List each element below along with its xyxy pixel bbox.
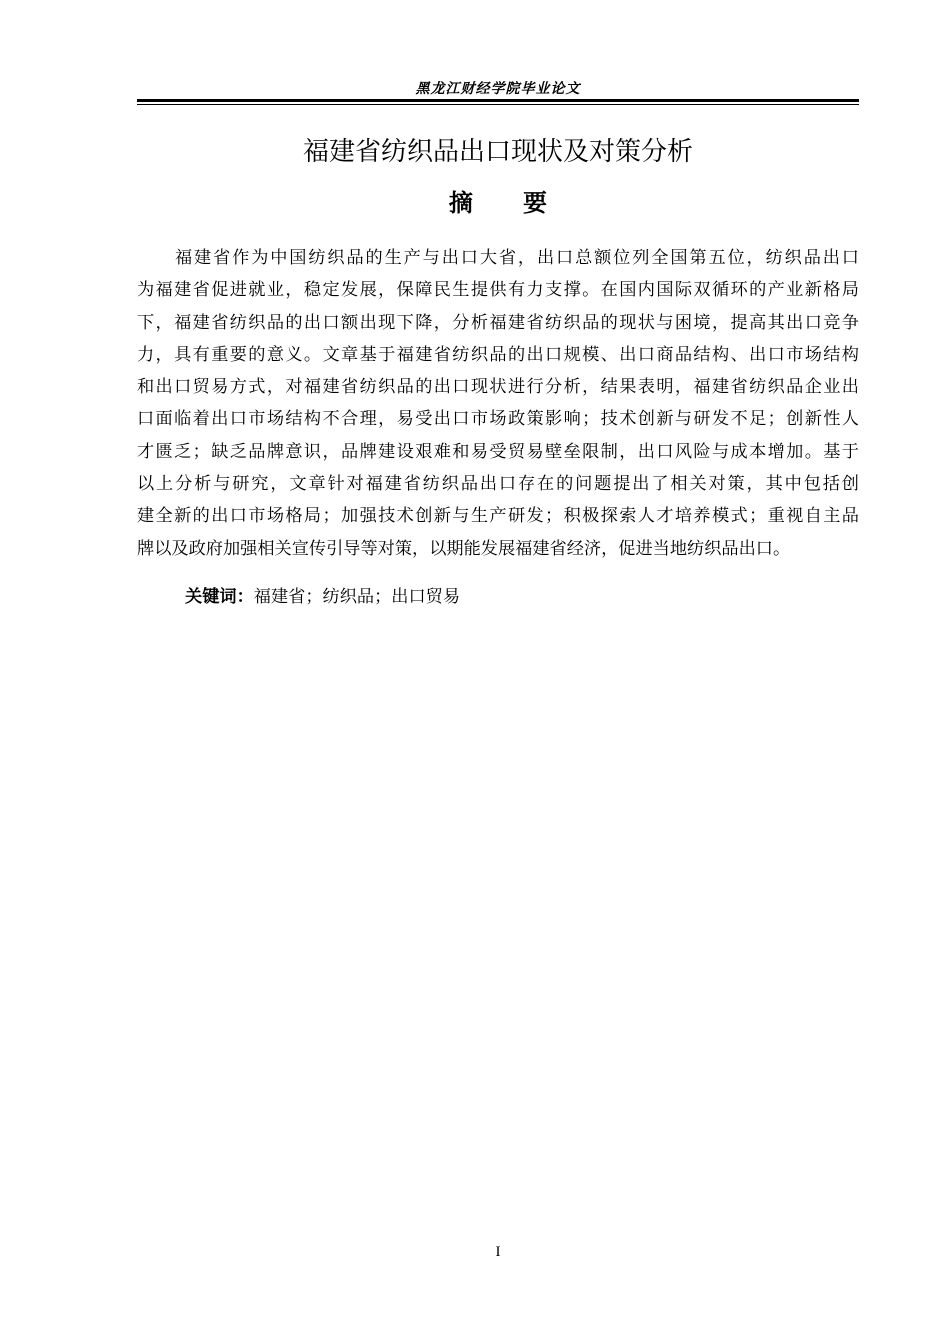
page-header: 黑龙江财经学院毕业论文 (415, 81, 581, 97)
abstract-heading: 摘 要 (448, 189, 548, 217)
abstract-line: 才匮乏；缺乏品牌意识，品牌建设艰难和易受贸易壁垒限制，出口风险与成本增加。基于 (137, 441, 859, 462)
abstract-line: 口面临着出口市场结构不合理，易受出口市场政策影响；技术创新与研发不足；创新性人 (137, 409, 859, 430)
abstract-line: 以上分析与研究，文章针对福建省纺织品出口存在的问题提出了相关对策，其中包括创 (137, 474, 859, 495)
abstract-line: 福建省作为中国纺织品的生产与出口大省，出口总额位列全国第五位，纺织品出口 (175, 248, 859, 268)
abstract-line: 力，具有重要的意义。文章基于福建省纺织品的出口规模、出口商品结构、出口市场结构 (137, 344, 859, 365)
header-rule-thick (137, 99, 859, 102)
page-number: I (495, 1244, 501, 1260)
abstract-line: 下，福建省纺织品的出口额出现下降，分析福建省纺织品的现状与困境，提高其出口竞争 (137, 312, 859, 333)
header-rule-thin (137, 104, 859, 105)
keywords-label: 关键词： (185, 587, 254, 607)
keywords-value: 福建省；纺织品；出口贸易 (253, 587, 461, 607)
abstract-body (137, 242, 859, 565)
abstract-line: 建全新的出口市场格局；加强技术创新与生产研发；积极探索人才培养模式；重视自主品 (137, 506, 859, 527)
thesis-title: 福建省纺织品出口现状及对策分析 (302, 137, 693, 167)
abstract-line: 为福建省促进就业，稳定发展，保障民生提供有力支撑。在国内国际双循环的产业新格局 (137, 280, 859, 301)
abstract-line: 牌以及政府加强相关宣传引导等对策，以期能发展福建省经济，促进当地纺织品出口。 (137, 538, 791, 559)
keywords (185, 582, 460, 612)
abstract-line: 和出口贸易方式，对福建省纺织品的出口现状进行分析，结果表明，福建省纺织品企业出 (137, 377, 859, 398)
